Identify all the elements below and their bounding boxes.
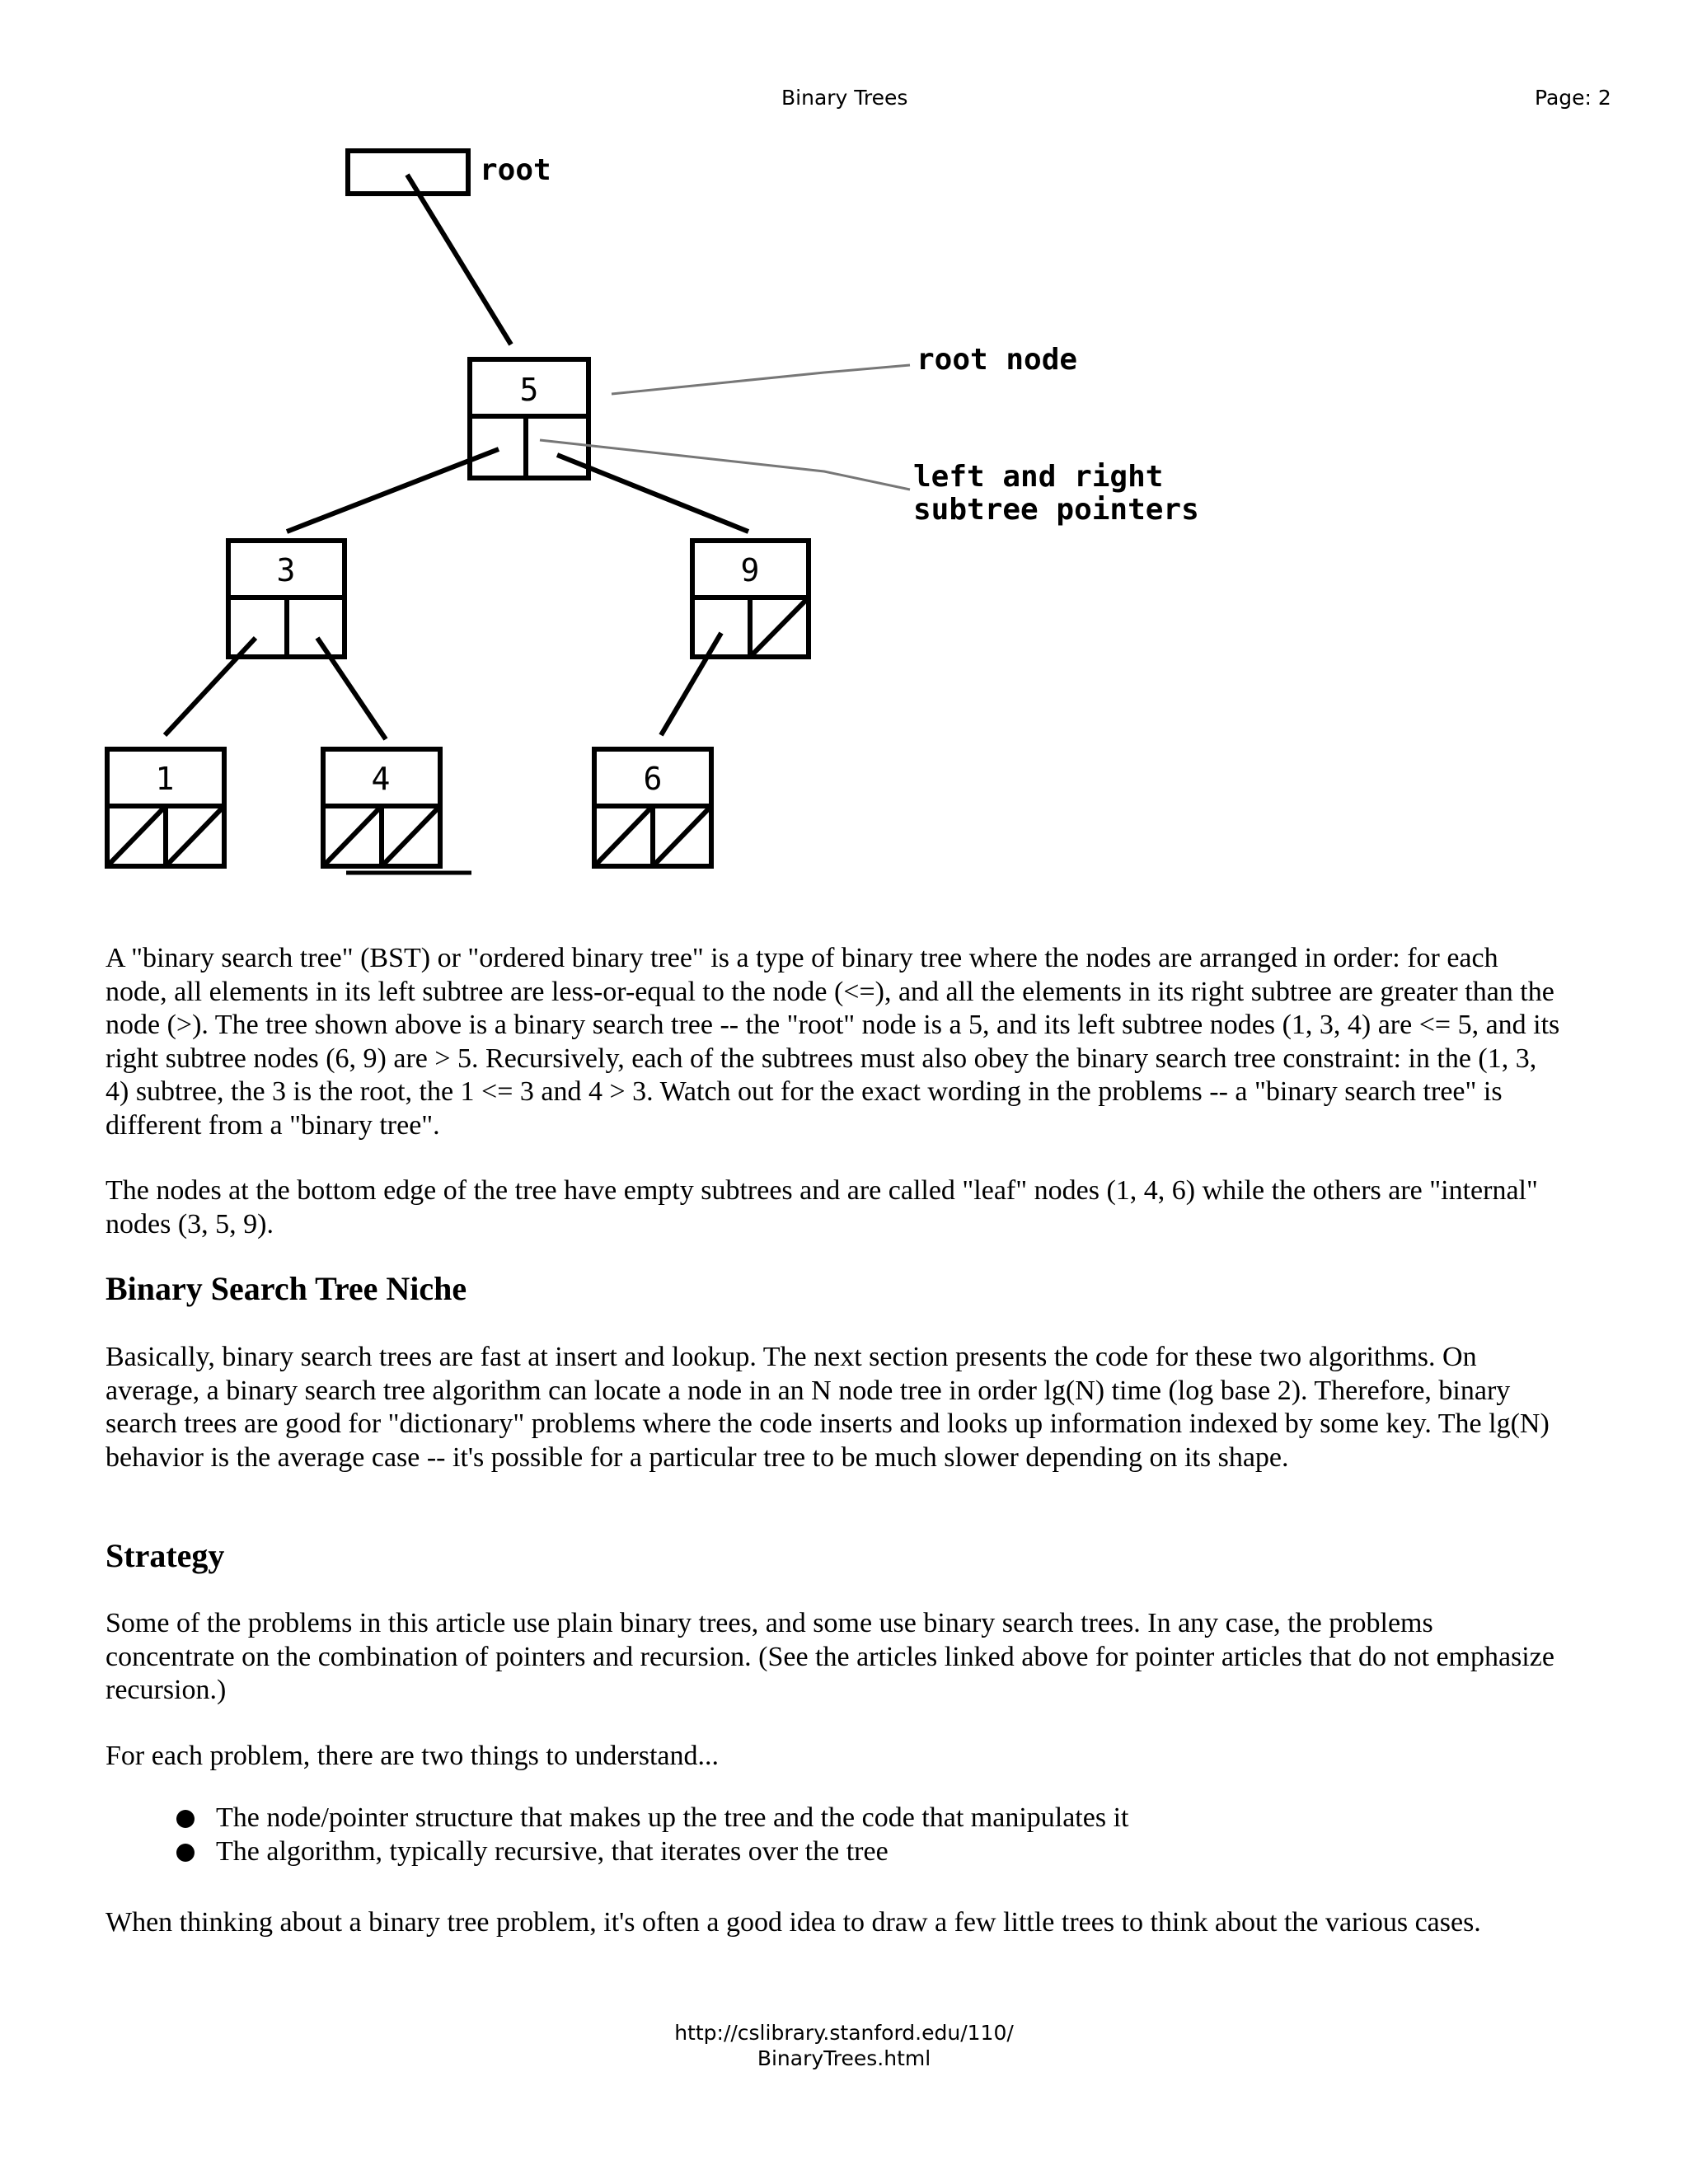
heading-strategy: Strategy [106, 1537, 225, 1574]
bullet-icon [176, 1810, 195, 1828]
paragraph-draw-trees [106, 1906, 1564, 1940]
binary-tree-diagram [0, 140, 1688, 898]
annotation-pointers-line2: subtree pointers [913, 493, 1199, 527]
paragraph-two-things [106, 1740, 1564, 1774]
annotation-root-node: root node [917, 343, 1078, 377]
root-pointer-box [348, 151, 468, 194]
node-value-5: 5 [519, 372, 539, 408]
paragraph-text: Basically, binary search trees are fast at insert and lookup. The next section presents the code for these two algorithms. On average, a binary search tree algorithm can locate a node in an N node tree in order lg(N) time (log base 2). Therefore, binary search trees are good for "dictionary" problems where the code inserts and looks up information indexed by some key. The lg(N) behavior is the average case -- it's possible for a particular tree to be much slower depending on its shape. [106, 1342, 1550, 1473]
annotation-pointers-line1: left and right [913, 460, 1164, 494]
paragraph-text: Some of the problems in this article use plain binary trees, and some use binary search trees. In any case, the problems concentrate on the combination of pointers and recursion. (See the articles linked above for pointer articles that do not emphasize recursion.) [106, 1608, 1554, 1705]
tree-node-4 [323, 749, 440, 866]
node-value-4: 4 [371, 761, 391, 797]
node-value-3: 3 [276, 552, 296, 588]
list-item: The node/pointer structure that makes up the tree and the code that manipulates it [173, 1802, 1128, 1835]
edge-3-to-1 [165, 638, 256, 735]
edge-root-to-5 [407, 175, 511, 344]
header-title: Binary Trees [781, 86, 908, 110]
paragraph-bst-definition [106, 942, 1564, 1142]
tree-node-3 [228, 541, 345, 657]
annotation-line-pointers [540, 440, 910, 490]
footer-url-line2: BinaryTrees.html [757, 2046, 931, 2070]
paragraph-text: When thinking about a binary tree problem, it's often a good idea to draw a few little trees to think about the various cases. [106, 1907, 1481, 1938]
paragraph-text: For each problem, there are two things to understand... [106, 1741, 720, 1771]
list-item: The algorithm, typically recursive, that iterates over the tree [173, 1835, 1128, 1869]
footer-url [0, 2020, 1688, 2071]
annotation-line-root-node [612, 365, 910, 394]
edge-3-to-4 [317, 638, 386, 739]
edge-5-to-3 [287, 449, 499, 532]
tree-node-9 [692, 541, 809, 657]
tree-node-1 [107, 749, 224, 866]
footer-url-line1: http://cslibrary.stanford.edu/110/ [674, 2021, 1014, 2045]
paragraph-niche [106, 1341, 1564, 1474]
paragraph-leaf-nodes [106, 1174, 1564, 1241]
paragraph-text: A "binary search tree" (BST) or "ordered binary tree" is a type of binary tree where the nodes are arranged in order: for each node, all elements in its left subtree are less-or-equal to the node (<=), and all the elements in its right subtree are greater than the node (>). The tree shown above is a binary search tree -- the "root" node is a 5, and its left subtree nodes (1, 3, 4) are <= 5, and its right subtree nodes (6, 9) are > 5. Recursively, each of the subtrees must also obey the binary search tree constraint: in the (1, 3, 4) subtree, the 3 is the root, the 1 <= 3 and 4 > 3. Watch out for the exact wording in the problems -- a "binary search tree" is different from a "binary tree". [106, 943, 1560, 1141]
heading-bst-niche: Binary Search Tree Niche [106, 1270, 467, 1307]
node-value-1: 1 [155, 761, 175, 797]
edge-5-to-9 [557, 455, 748, 532]
paragraph-text: The nodes at the bottom edge of the tree have empty subtrees and are called "leaf" nodes (1, 4, 6) while the others are "internal" nodes (3, 5, 9). [106, 1175, 1538, 1240]
root-label: root [480, 153, 551, 187]
node-value-9: 9 [740, 552, 760, 588]
page-number: Page: 2 [1535, 86, 1611, 110]
node-value-6: 6 [643, 761, 663, 797]
bullet-list [173, 1802, 1128, 1868]
paragraph-strategy [106, 1607, 1564, 1708]
bullet-icon [176, 1844, 195, 1862]
tree-node-6 [594, 749, 711, 866]
